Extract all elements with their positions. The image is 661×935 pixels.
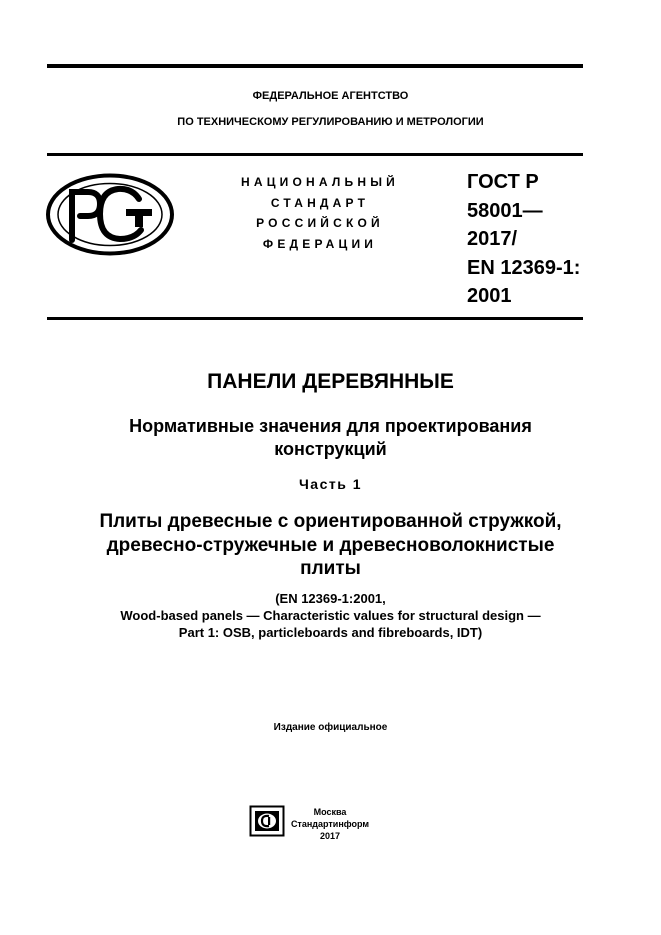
- part-title: [40, 510, 621, 581]
- standard-type-line-3: РОССИЙСКОЙ: [256, 216, 384, 230]
- agency-line-1: ФЕДЕРАЛЬНОЕ АГЕНТСТВО: [252, 90, 409, 102]
- publisher-name: Стандартинформ: [290, 819, 370, 829]
- agency-line-2: ПО ТЕХНИЧЕСКОМУ РЕГУЛИРОВАНИЮ И МЕТРОЛОГИИ: [177, 116, 484, 128]
- standard-designation: [467, 168, 580, 311]
- en-reference-line-1: (EN 12369-1:2001,: [275, 591, 386, 606]
- en-reference: [40, 590, 621, 641]
- top-rule: [47, 64, 583, 68]
- part-title-line-3: плиты: [300, 558, 361, 579]
- standard-type: [205, 172, 435, 254]
- designation-line-2: 58001—: [467, 199, 543, 222]
- subtitle-line-2: конструкций: [274, 439, 387, 459]
- part-label: Часть 1: [298, 476, 363, 492]
- edition-label: Издание официальное: [273, 722, 388, 733]
- subtitle-line-1: Нормативные значения для проектирования: [129, 416, 532, 436]
- designation-line-4: EN 12369-1:: [467, 256, 581, 279]
- designation-line-5: 2001: [467, 285, 512, 307]
- part-title-line-1: Плиты древесные с ориентированной стружкой,: [99, 511, 562, 532]
- standartinform-logo-icon: [249, 805, 285, 837]
- part-title-line-2: древесно-стружечные и древесноволокнистые: [106, 534, 555, 556]
- standard-type-line-4: ФЕДЕРАЦИИ: [262, 236, 378, 251]
- en-reference-line-2: Wood-based panels — Characteristic values for structural design —: [120, 608, 541, 623]
- header-top-rule: [47, 153, 583, 156]
- standard-type-line-2: СТАНДАРТ: [270, 195, 370, 210]
- publisher-info: [290, 806, 370, 842]
- designation-line-3: 2017/: [467, 228, 518, 250]
- rst-logo-icon: [44, 172, 176, 257]
- document-title: ПАНЕЛИ ДЕРЕВЯННЫЕ: [207, 370, 454, 393]
- designation-line-1: ГОСТ Р: [467, 171, 539, 193]
- publisher-city: Москва: [313, 807, 347, 817]
- publisher-year: 2017: [319, 831, 341, 841]
- header-bottom-rule: [47, 317, 583, 320]
- standard-type-line-1: НАЦИОНАЛЬНЫЙ: [240, 175, 400, 189]
- en-reference-line-3: Part 1: OSB, particleboards and fibreboards, IDT): [178, 625, 483, 640]
- document-subtitle: [60, 415, 601, 461]
